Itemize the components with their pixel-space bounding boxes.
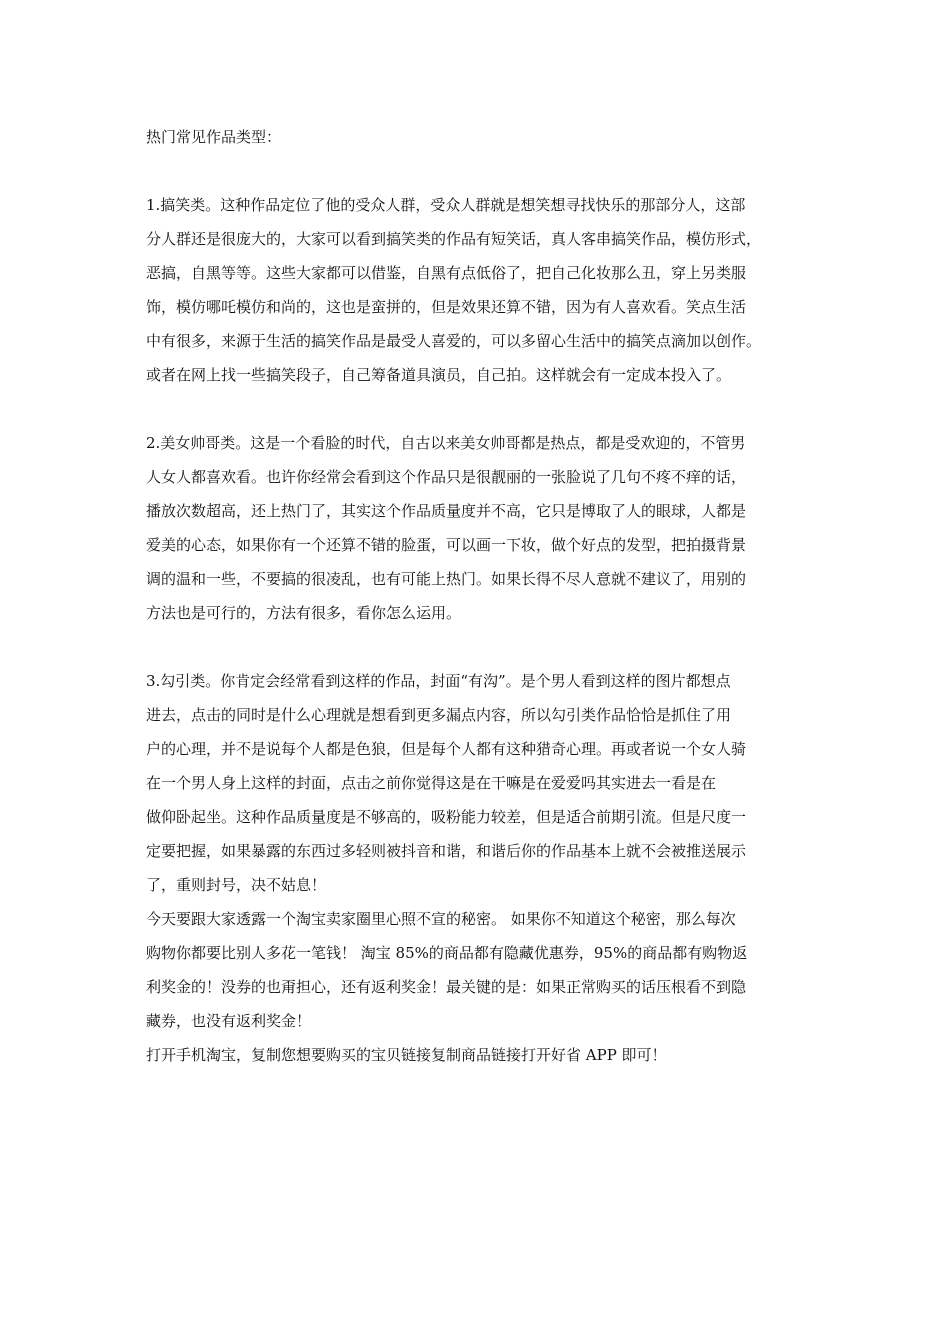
paragraph-line: 爱美的心态，如果你有一个还算不错的脸蛋，可以画一下妆，做个好点的发型，把拍摄背景: [146, 536, 747, 554]
section-beauty: [146, 426, 810, 630]
paragraph-line: 分人群还是很庞大的，大家可以看到搞笑类的作品有短笑话，真人客串搞笑作品，模仿形式，: [146, 230, 762, 248]
paragraph-line: 利奖金的！没券的也甭担心，还有返利奖金！最关键的是：如果正常购买的话压根看不到隐: [146, 978, 747, 996]
closing-paragraph: [146, 1038, 810, 1072]
paragraph-line: 调的温和一些，不要搞的很凌乱，也有可能上热门。如果长得不尽人意就不建议了，用别的: [146, 570, 747, 588]
paragraph-line: 恶搞，自黑等等。这些大家都可以借鉴，自黑有点低俗了，把自己化妆那么丑，穿上另类服: [146, 264, 747, 282]
paragraph-line: 1.搞笑类。这种作品定位了他的受众人群，受众人群就是想笑想寻找快乐的那部分人，这部: [146, 196, 746, 214]
paragraph-line: 户的心理，并不是说每个人都是色狼，但是每个人都有这种猎奇心理。再或者说一个女人骑: [146, 740, 747, 758]
paragraph-line: 在一个男人身上这样的封面，点击之前你觉得这是在干嘛是在爱爱吗其实进去一看是在: [146, 774, 717, 792]
paragraph-line: 做仰卧起坐。这种作品质量度是不够高的，吸粉能力较差，但是适合前期引流。但是尺度一: [146, 808, 747, 826]
paragraph-line: 中有很多，来源于生活的搞笑作品是最受人喜爱的，可以多留心生活中的搞笑点滴加以创作。: [146, 332, 762, 350]
paragraph-line: 今天要跟大家透露一个淘宝卖家圈里心照不宣的秘密。 如果你不知道这个秘密，那么每次: [146, 910, 736, 928]
paragraph-line: 方法也是可行的，方法有很多，看你怎么运用。: [146, 604, 462, 622]
closing-line: 打开手机淘宝，复制您想要购买的宝贝链接复制商品链接打开好省 APP 即可！: [146, 1046, 667, 1064]
promo-paragraph: [146, 902, 810, 1038]
paragraph-line: 定要把握，如果暴露的东西过多轻则被抖音和谐，和谐后你的作品基本上就不会被推送展示: [146, 842, 747, 860]
paragraph-line: 播放次数超高，还上热门了，其实这个作品质量度并不高，它只是博取了人的眼球，人都是: [146, 502, 747, 520]
paragraph-line: 藏券，也没有返利奖金！: [146, 1012, 312, 1030]
document-body: [146, 120, 810, 1072]
paragraph-line: 或者在网上找一些搞笑段子，自己筹备道具演员，自己拍。这样就会有一定成本投入了。: [146, 366, 732, 384]
section-heading: 热门常见作品类型：: [146, 128, 282, 146]
section-clickbait: [146, 664, 810, 902]
section-funny: [146, 188, 810, 392]
paragraph-line: 了，重则封号，决不姑息！: [146, 876, 327, 894]
paragraph-line: 购物你都要比别人多花一笔钱！ 淘宝 85%的商品都有隐藏优惠券，95%的商品都有购物返: [146, 944, 748, 962]
paragraph-line: 人女人都喜欢看。也许你经常会看到这个作品只是很靓丽的一张脸说了几句不疼不痒的话，: [146, 468, 747, 486]
paragraph-line: 2.美女帅哥类。这是一个看脸的时代，自古以来美女帅哥都是热点，都是受欢迎的，不管男: [146, 434, 746, 452]
paragraph-line: 饰，模仿哪吒模仿和尚的，这也是蛮拼的，但是效果还算不错，因为有人喜欢看。笑点生活: [146, 298, 747, 316]
paragraph-line: 进去，点击的同时是什么心理就是想看到更多漏点内容，所以勾引类作品恰恰是抓住了用: [146, 706, 732, 724]
paragraph-line: 3.勾引类。你肯定会经常看到这样的作品，封面“有沟”。是个男人看到这样的图片都想点: [146, 672, 731, 690]
